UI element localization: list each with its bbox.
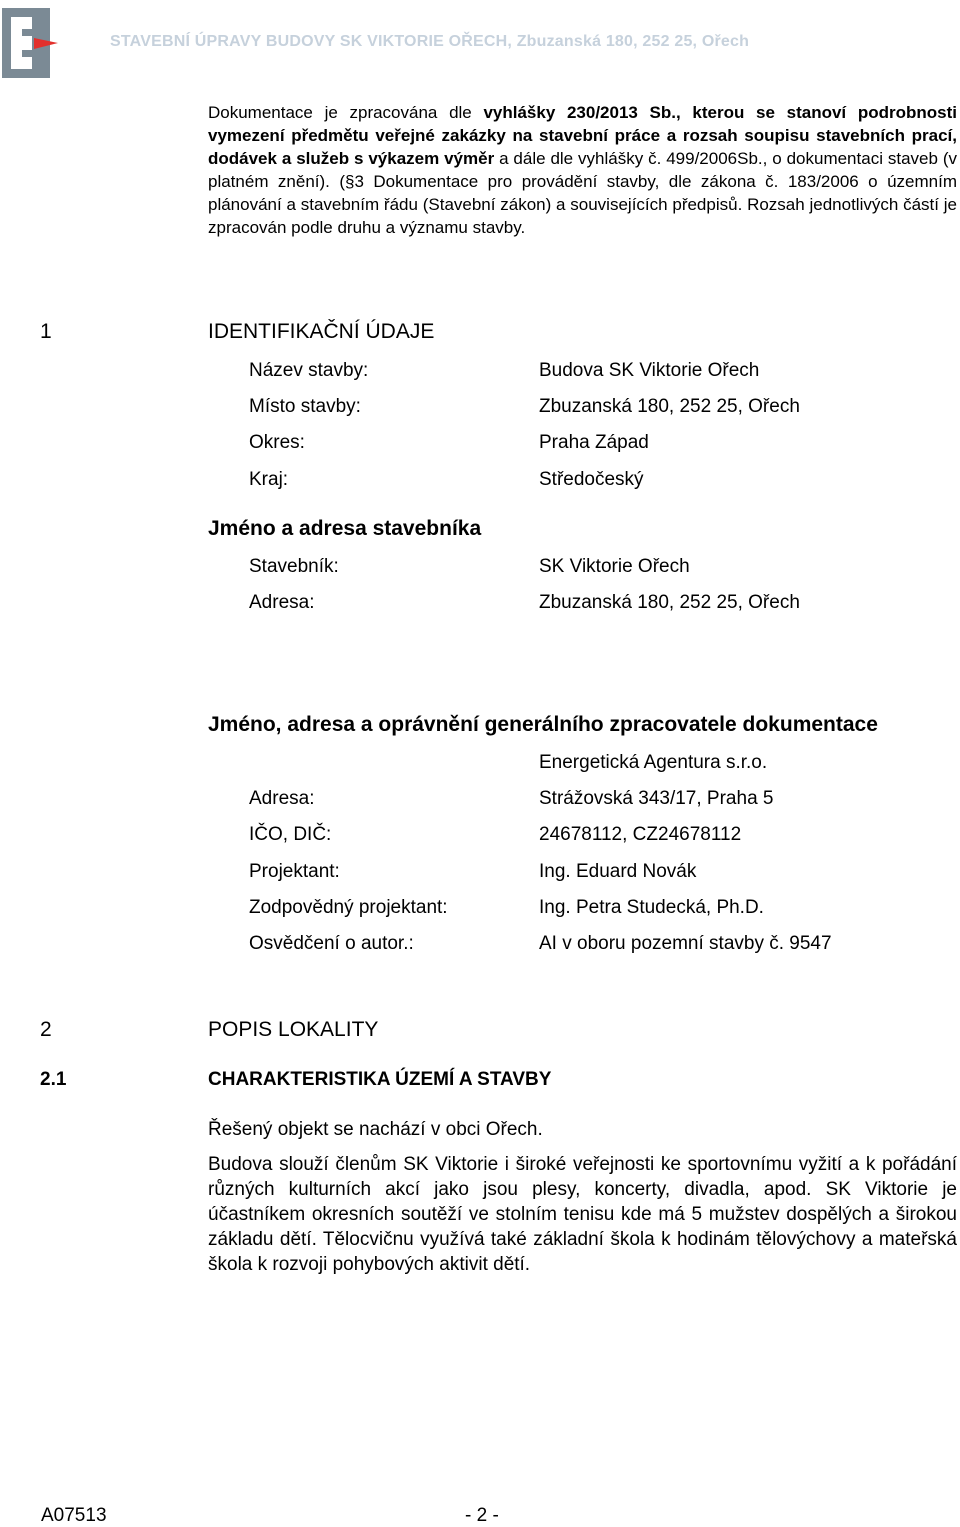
document-code: A07513	[41, 1505, 107, 1526]
field-label: Adresa:	[249, 592, 315, 613]
header-title: STAVEBNÍ ÚPRAVY BUDOVY SK VIKTORIE OŘECH, Zbuzanská 180, 252 25, Ořech	[110, 33, 750, 50]
field-label: Projektant:	[249, 861, 340, 882]
field-value: Zbuzanská 180, 252 25, Ořech	[539, 396, 800, 417]
field-label: Stavebník:	[249, 556, 339, 577]
subsection-title: CHARAKTERISTIKA ÚZEMÍ A STAVBY	[208, 1069, 552, 1090]
section-title: IDENTIFIKAČNÍ ÚDAJE	[208, 320, 435, 343]
investor-title: Jméno a adresa stavebníka	[208, 517, 482, 540]
page-number: - 2 -	[465, 1505, 499, 1526]
field-label: Osvědčení o autor.:	[249, 933, 414, 954]
field-value: Strážovská 343/17, Praha 5	[539, 788, 774, 809]
field-label: Místo stavby:	[249, 396, 361, 417]
field-value: Ing. Petra Studecká, Ph.D.	[539, 897, 764, 918]
intro-bold-text: vyhlášky 230/2013 Sb., kterou se stanoví podrobnosti vymezení předmětu veřejné zakázky na stavební práce a rozsah soupisu stavebních prací, dodávek a služeb s výkazem výměr	[208, 103, 957, 168]
section-number: 1	[40, 320, 52, 343]
section-title: POPIS LOKALITY	[208, 1018, 379, 1041]
field-label: Kraj:	[249, 469, 289, 490]
field-value: Středočeský	[539, 469, 644, 490]
paragraph: Řešený objekt se nachází v obci Ořech.	[208, 1119, 543, 1140]
designer-company: Energetická Agentura s.r.o.	[539, 752, 768, 773]
paragraph: Budova slouží členům SK Viktorie i široké veřejnosti ke sportovnímu vyžití a k pořádání různých kulturních akcí jako jsou plesy, koncerty, divadla, apod. SK Viktorie je účastníkem okresních soutěží ve stolním tenisu kde má 5 mužstev dospělých a širokou základu dětí. Tělocvičnu využívá také základní škola k hodinám tělovýchovy a mateřská škola k rozvoji pohybových aktivit dětí.	[208, 1154, 957, 1275]
field-value: 24678112, CZ24678112	[539, 824, 742, 845]
field-label: Název stavby:	[249, 360, 369, 381]
field-value: Budova SK Viktorie Ořech	[539, 360, 760, 381]
field-value: Praha Západ	[539, 432, 649, 453]
field-value: Zbuzanská 180, 252 25, Ořech	[539, 592, 800, 613]
subsection-number: 2.1	[40, 1069, 67, 1090]
intro-text-2: a dále dle vyhlášky č. 499/2006Sb., o dokumentaci staveb (v platném znění). (§3 Dokumentace pro provádění stavby, dle zákona č. 183/2006 o územním plánování a stavebním řádu (Stavební zákon) a souvisejících předpisů. Rozsah jednotlivých částí je zpracován podle druhu a významu stavby.	[208, 149, 957, 237]
field-label: Zodpovědný projektant:	[249, 897, 448, 918]
field-value: Ing. Eduard Novák	[539, 861, 697, 882]
designer-title: Jméno, adresa a oprávnění generálního zpracovatele dokumentace	[208, 713, 878, 736]
field-label: Adresa:	[249, 788, 315, 809]
field-label: IČO, DIČ:	[249, 824, 332, 845]
field-value: AI v oboru pozemní stavby č. 9547	[539, 933, 832, 954]
field-value: SK Viktorie Ořech	[539, 556, 690, 577]
section-number: 2	[40, 1018, 52, 1041]
intro-paragraph	[208, 101, 957, 239]
company-logo	[2, 8, 58, 78]
field-label: Okres:	[249, 432, 305, 453]
intro-text-1: Dokumentace je zpracována dle	[208, 103, 484, 122]
